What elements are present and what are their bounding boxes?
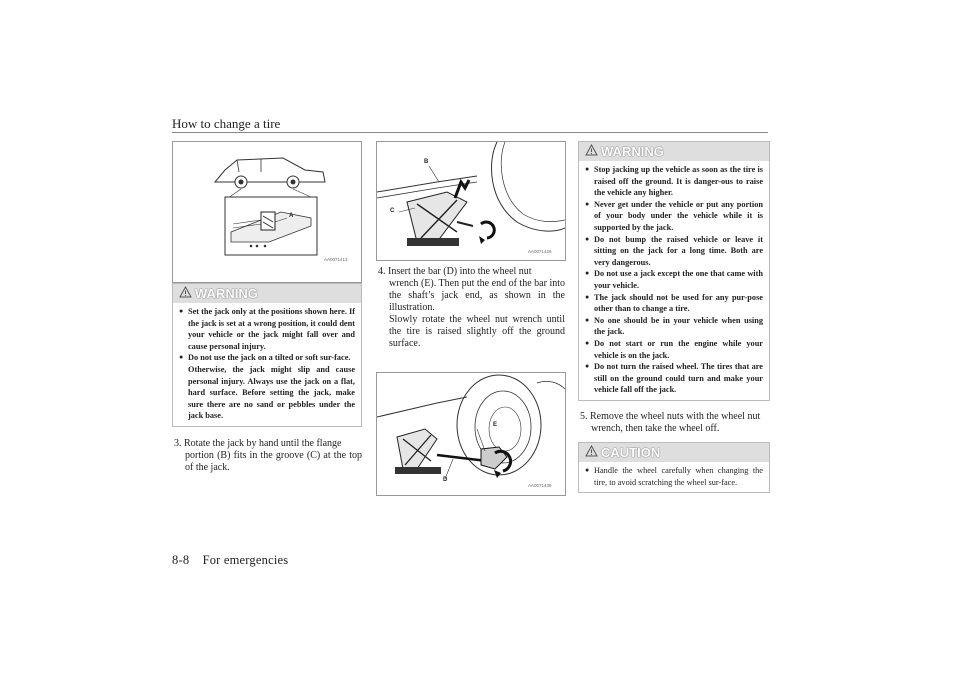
warning-item: ● Do not bump the raised vehicle or leave it sitting on the jack for a long time. Both are very dangerous. (585, 234, 763, 269)
jack-position-illustration (172, 141, 362, 283)
page-footer (172, 553, 288, 568)
jack-flange-illustration (376, 141, 566, 261)
warning-item: ● Stop jacking up the vehicle as soon as the tire is raised off the ground. It is danger-ous to raise the vehicle any higher. (585, 164, 763, 199)
warning-item: ● Do not use the jack on a tilted or soft sur-face. Otherwise, the jack might slip and cause personal injury. Always use the jack on a flat, hard surface. Before setting the jack, make sure there are no sand or pebbles under the jack base. (179, 352, 355, 422)
step-continuation: Slowly rotate the wheel nut wrench until the tire is raised slightly off the ground surface. (389, 314, 565, 349)
warning-list (173, 303, 361, 426)
warning-item: ● Do not turn the raised wheel. The tires that are still on the ground could turn and make your vehicle fall off the jack. (585, 361, 763, 396)
header-rule (172, 132, 768, 133)
step-number: 5. (580, 411, 588, 422)
warning-triangle-icon (585, 144, 598, 159)
step-line: Remove the wheel nuts with the wheel nut (590, 411, 761, 422)
jack-under-car-drawing (377, 142, 565, 260)
warning-item: ● Do not start or run the engine while your vehicle is on the jack. (585, 338, 763, 361)
warning-list (579, 161, 769, 400)
warning-item: ● No one should be in your vehicle when using the jack. (585, 315, 763, 338)
step-5-text (580, 411, 769, 435)
page-number: 8-8 (172, 553, 190, 567)
illustration-label-c: C (390, 208, 395, 214)
illustration-code: AA0071439 (528, 483, 552, 488)
warning-item: ● The jack should not be used for any pur-pose other than to change a tire. (585, 292, 763, 315)
step-number: 3. (174, 438, 182, 449)
caution-title: CAUTION (601, 445, 661, 460)
caution-triangle-icon (585, 445, 598, 460)
warning-item: ● Do not use a jack except the one that came with your vehicle. (585, 268, 763, 291)
illustration-code: AA0071413 (324, 257, 348, 262)
step-number: 4. (378, 266, 386, 277)
wheel-wrench-illustration (376, 372, 566, 496)
illustration-label-b: B (424, 159, 429, 165)
step-line: Rotate the jack by hand until the flange (184, 438, 342, 449)
caution-item: ● Handle the wheel carefully when changing the tire, to avoid scratching the wheel sur-face. (585, 465, 763, 488)
step-3-text (174, 438, 362, 474)
warning-box-jack-position (172, 283, 362, 427)
step-line: Insert the bar (D) into the wheel nut (388, 266, 532, 277)
caution-box (578, 442, 770, 493)
caution-header (579, 443, 769, 462)
warning-header (579, 142, 769, 161)
warning-triangle-icon (179, 286, 192, 301)
warning-box-jacking (578, 141, 770, 401)
warning-item: ● Never get under the vehicle or put any portion of your body under the vehicle while it is supported by the jack. (585, 199, 763, 234)
illustration-label-a: A (289, 213, 294, 219)
warning-header (173, 284, 361, 303)
illustration-label-e: E (493, 422, 498, 428)
warning-item: ● Set the jack only at the positions shown here. If the jack is set at a wrong position, it could dent your vehicle or the jack might fall over and cause personal injury. (179, 306, 355, 352)
step-continuation: wrench, then take the wheel off. (591, 423, 720, 434)
illustration-code: AA0071426 (528, 249, 552, 254)
step-continuation: portion (B) fits in the groove (C) at the top of the jack. (185, 450, 362, 473)
step-continuation: wrench (E). Then put the end of the bar into the shaft’s jack end, as shown in the illustration. (389, 278, 565, 313)
illustration-label-d: D (443, 477, 448, 483)
tire-wrench-drawing (377, 373, 565, 495)
warning-title: WARNING (601, 144, 664, 159)
warning-title: WARNING (195, 286, 258, 301)
step-4-text (378, 266, 565, 350)
page-header-title: How to change a tire (172, 116, 281, 131)
caution-list (579, 462, 769, 492)
footer-section: For emergencies (202, 553, 289, 567)
